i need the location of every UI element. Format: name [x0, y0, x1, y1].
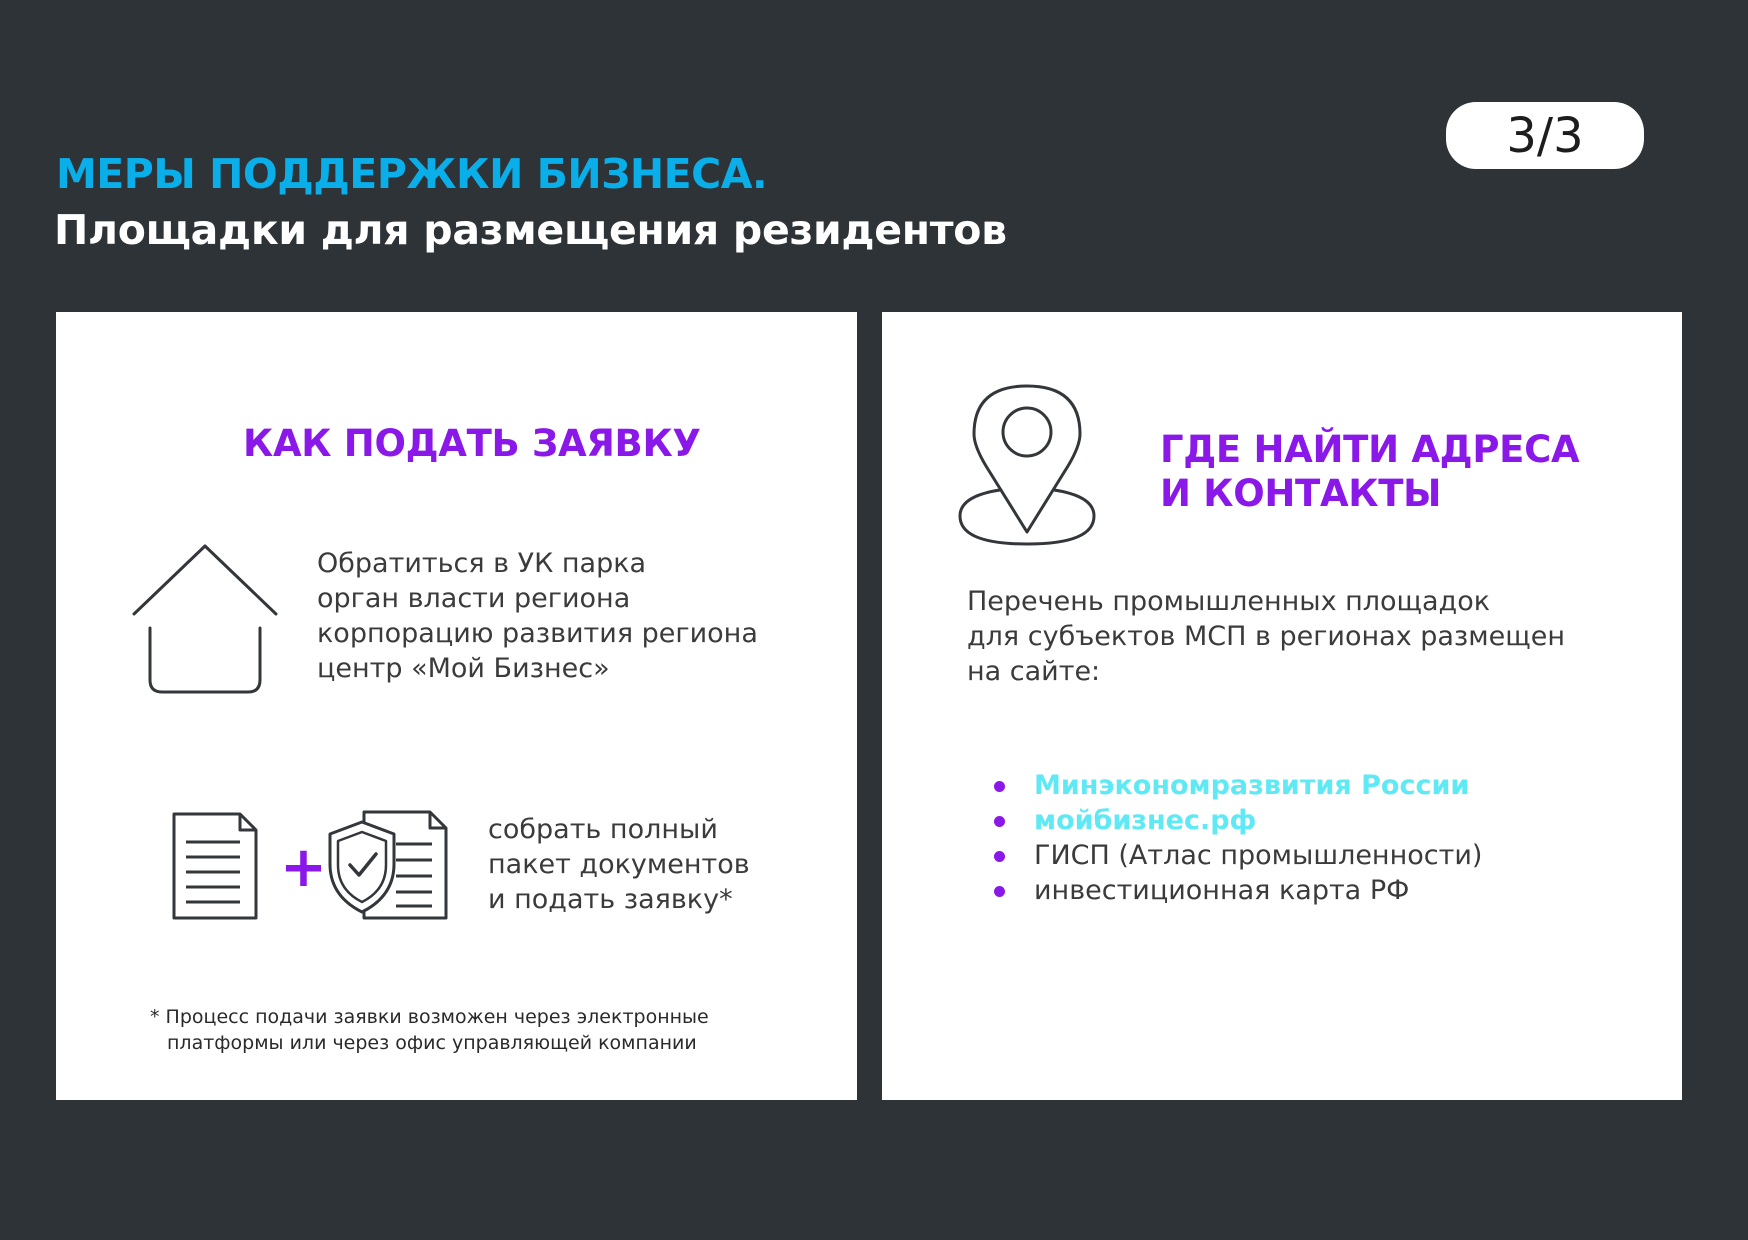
- intro-line: на сайте:: [967, 656, 1101, 687]
- contacts-line: орган власти региона: [317, 583, 631, 614]
- contacts-text: [317, 546, 758, 686]
- contacts-heading-line: ГДЕ НАЙТИ АДРЕСА: [1160, 428, 1580, 471]
- location-pin-icon: [956, 382, 1098, 558]
- contacts-line: Обратиться в УК парка: [317, 548, 647, 579]
- document-icon: [172, 812, 258, 920]
- apply-heading: КАК ПОДАТЬ ЗАЯВКУ: [243, 422, 701, 465]
- contacts-line: корпорацию развития региона: [317, 618, 758, 649]
- contacts-line: центр «Мой Бизнес»: [317, 653, 610, 684]
- intro-line: Перечень промышленных площадок: [967, 586, 1491, 617]
- contacts-heading: [1160, 428, 1579, 516]
- site-item-gisp: ГИСП (Атлас промышленности): [994, 838, 1482, 873]
- site-link-minek[interactable]: Минэкономразвития России: [994, 768, 1482, 803]
- documents-text: [488, 812, 750, 917]
- footnote: [150, 1004, 709, 1056]
- sites-list: [994, 768, 1482, 908]
- documents-line: пакет документов: [488, 849, 750, 880]
- contacts-heading-line: И КОНТАКТЫ: [1160, 472, 1442, 515]
- contacts-card: [882, 312, 1682, 1100]
- page-counter-badge: [1446, 102, 1644, 169]
- documents-line: и подать заявку*: [488, 884, 733, 915]
- page-subtitle: Площадки для размещения резидентов: [54, 206, 1007, 254]
- page-counter: 3/3: [1506, 107, 1584, 164]
- intro-text: [967, 584, 1565, 689]
- footnote-line: * Процесс подачи заявки возможен через электронные: [150, 1006, 709, 1028]
- apply-card: [56, 312, 857, 1100]
- footnote-line: платформы или через офис управляющей компании: [167, 1032, 697, 1054]
- intro-line: для субъектов МСП в регионах размещен: [967, 621, 1565, 652]
- documents-line: собрать полный: [488, 814, 718, 845]
- shield-check-document-icon: [326, 810, 450, 920]
- site-link-moybiznes[interactable]: мойбизнес.рф: [994, 803, 1482, 838]
- plus-sign: +: [280, 835, 327, 900]
- house-icon: [132, 544, 278, 694]
- site-item-invest-map: инвестиционная карта РФ: [994, 873, 1482, 908]
- page-title: МЕРЫ ПОДДЕРЖКИ БИЗНЕСА.: [56, 150, 768, 198]
